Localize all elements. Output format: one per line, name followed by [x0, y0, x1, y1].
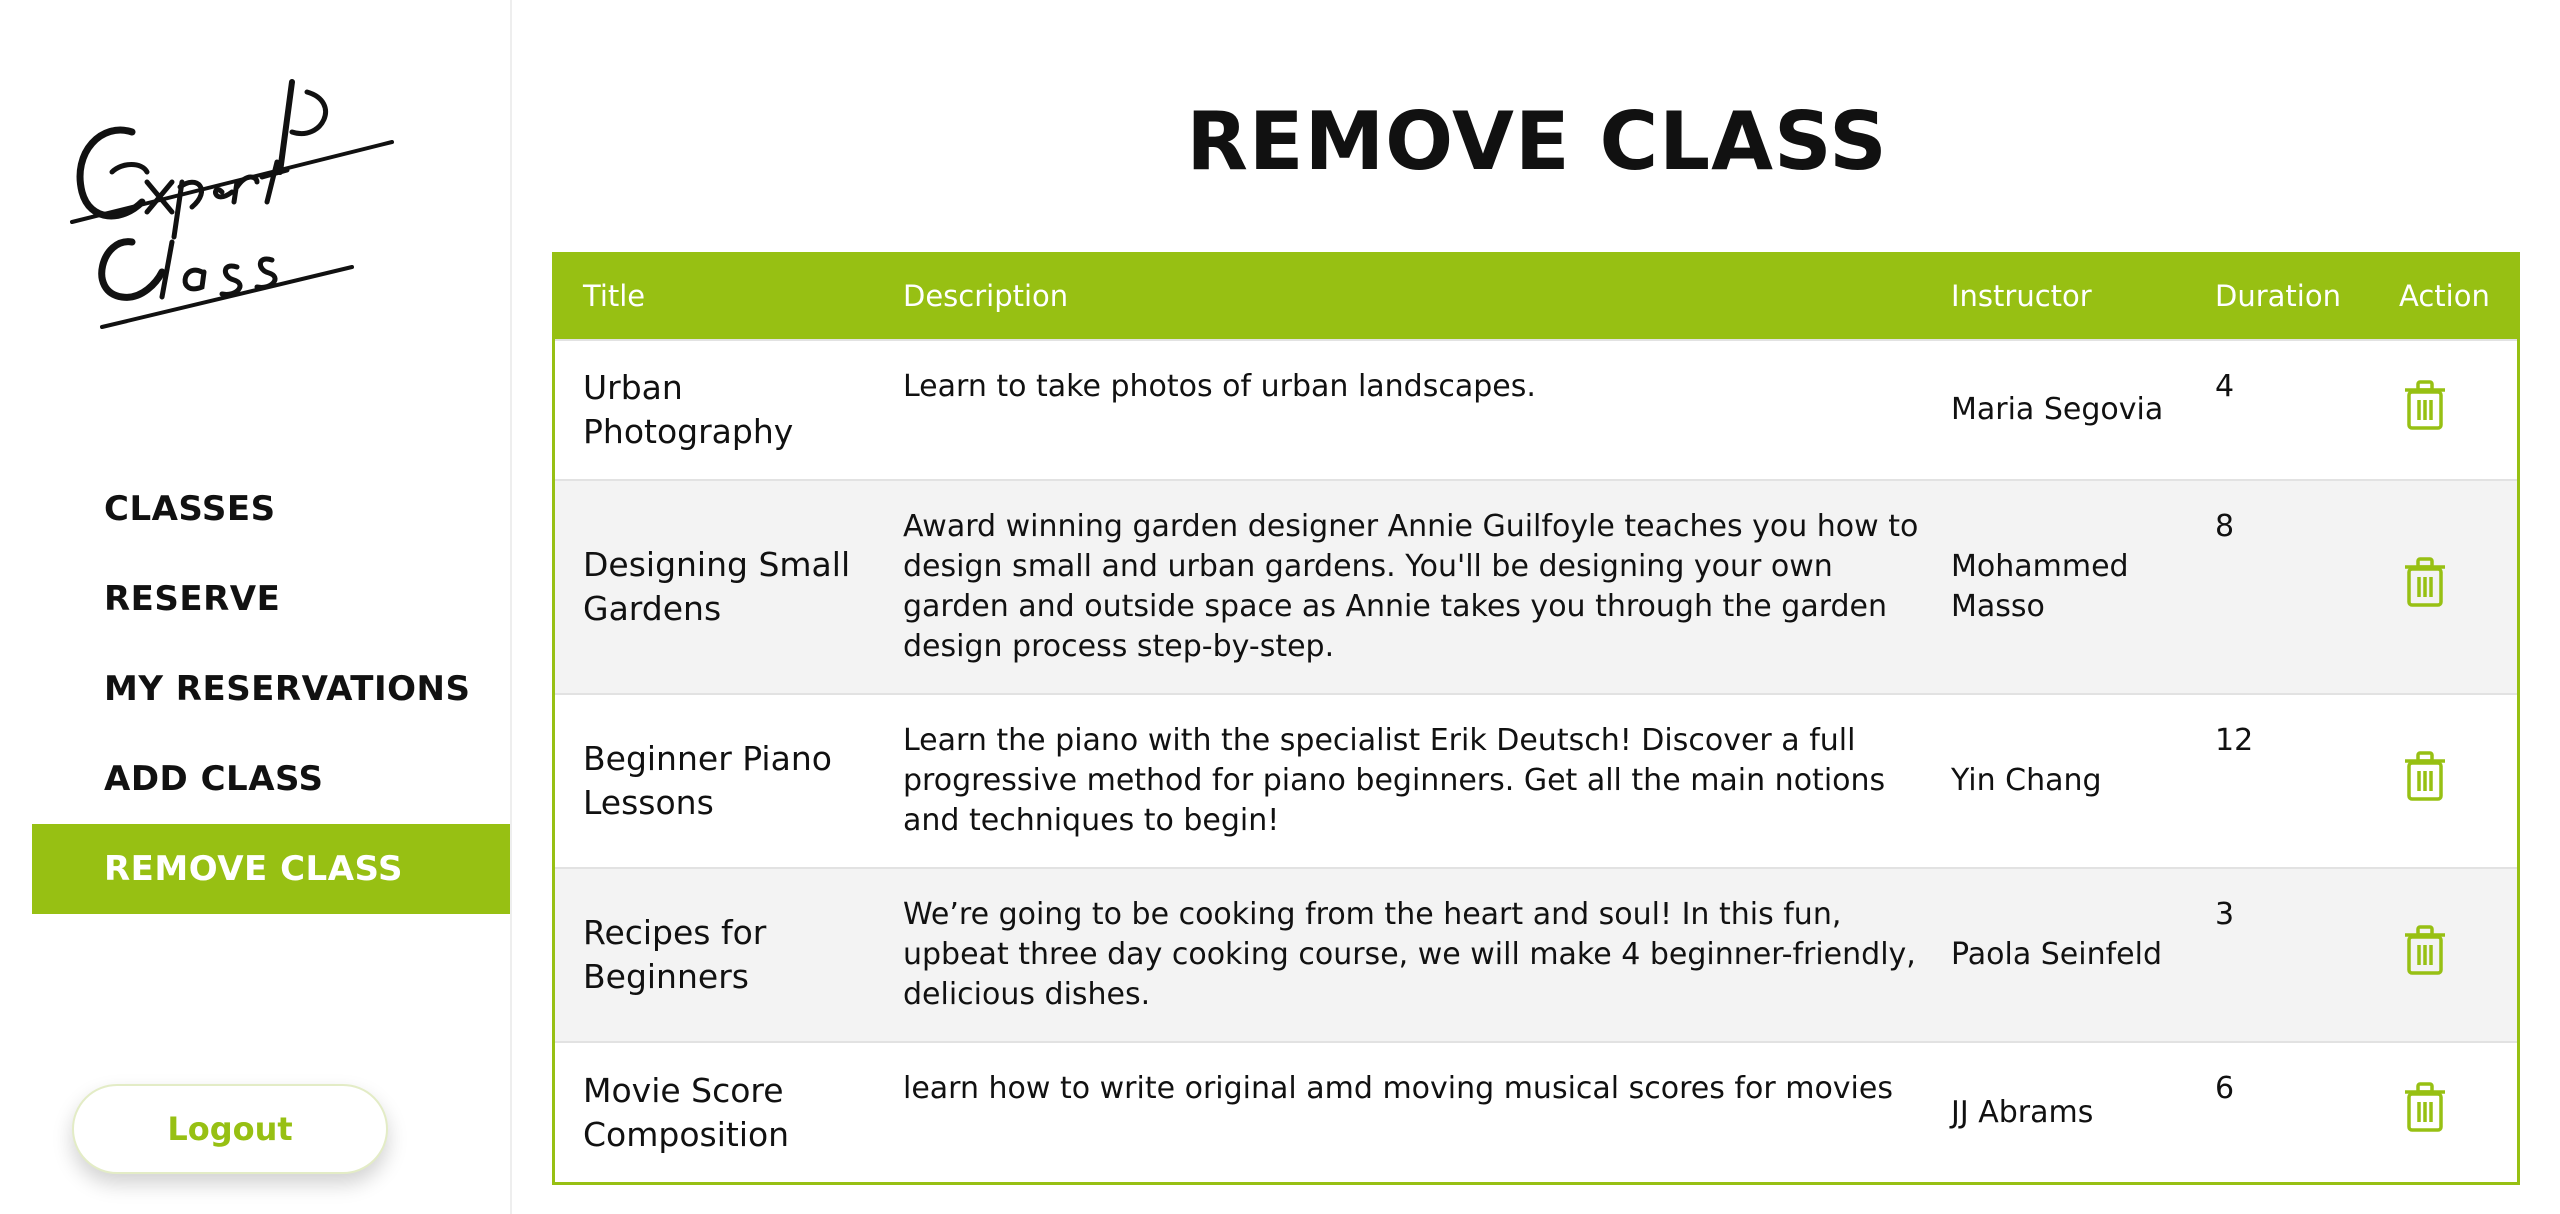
cell-instructor: Yin Chang [1923, 694, 2187, 868]
cell-description: Learn the piano with the specialist Erik Deutsch! Discover a full progressive method for piano beginners. Get all the main notions and techniques to begin! [875, 694, 1923, 868]
cell-duration: 3 [2187, 868, 2371, 1042]
sidebar [0, 0, 512, 1214]
table-row [555, 1042, 2517, 1182]
trash-icon[interactable] [2403, 380, 2447, 430]
trash-icon[interactable] [2403, 925, 2447, 975]
cell-description: Award winning garden designer Annie Guilfoyle teaches you how to design small and urban gardens. You'll be designing your own garden and outside space as Annie takes you through the garden design process step-by-step. [875, 480, 1923, 694]
header-duration: Duration [2215, 278, 2341, 313]
cell-instructor: Maria Segovia [1923, 340, 2187, 480]
cell-action [2371, 694, 2517, 868]
main-content [514, 0, 2560, 1214]
cell-duration: 6 [2187, 1042, 2371, 1182]
cell-title: Movie Score Composition [555, 1042, 875, 1182]
table-header-row [555, 252, 2517, 340]
sidebar-item-add-class[interactable]: ADD CLASS [104, 759, 324, 799]
table-row [555, 868, 2517, 1042]
cell-action [2371, 480, 2517, 694]
header-description: Description [903, 278, 1069, 313]
table-row [555, 340, 2517, 480]
cell-instructor: JJ Abrams [1923, 1042, 2187, 1182]
cell-title: Urban Photography [555, 340, 875, 480]
header-action: Action [2399, 278, 2490, 313]
sidebar-item-classes[interactable]: CLASSES [104, 489, 276, 529]
sidebar-item-remove-class[interactable]: REMOVE CLASS [32, 824, 510, 914]
cell-title: Beginner Piano Lessons [555, 694, 875, 868]
table-row [555, 480, 2517, 694]
expert-class-logo[interactable] [62, 62, 402, 352]
trash-icon[interactable] [2403, 557, 2447, 607]
logout-button[interactable]: Logout [72, 1084, 388, 1174]
sidebar-item-my-reservations[interactable]: MY RESERVATIONS [104, 669, 471, 709]
cell-action [2371, 340, 2517, 480]
page-title: REMOVE CLASS [1186, 95, 1888, 188]
table-row [555, 694, 2517, 868]
cell-instructor: Mohammed Masso [1923, 480, 2187, 694]
cell-duration: 8 [2187, 480, 2371, 694]
cell-duration: 4 [2187, 340, 2371, 480]
header-title: Title [583, 278, 646, 313]
cell-action [2371, 868, 2517, 1042]
header-instructor: Instructor [1951, 278, 2092, 313]
trash-icon[interactable] [2403, 1082, 2447, 1132]
sidebar-nav [0, 464, 512, 914]
cell-description: Learn to take photos of urban landscapes. [875, 340, 1923, 480]
sidebar-item-reserve[interactable]: RESERVE [104, 579, 281, 619]
cell-description: learn how to write original amd moving musical scores for movies [875, 1042, 1923, 1182]
trash-icon[interactable] [2403, 751, 2447, 801]
cell-instructor: Paola Seinfeld [1923, 868, 2187, 1042]
classes-table [552, 252, 2520, 1185]
cell-description: We’re going to be cooking from the heart and soul! In this fun, upbeat three day cooking course, we will make 4 beginner-friendly, delicious dishes. [875, 868, 1923, 1042]
cell-title: Recipes for Beginners [555, 868, 875, 1042]
cell-action [2371, 1042, 2517, 1182]
cell-duration: 12 [2187, 694, 2371, 868]
cell-title: Designing Small Gardens [555, 480, 875, 694]
